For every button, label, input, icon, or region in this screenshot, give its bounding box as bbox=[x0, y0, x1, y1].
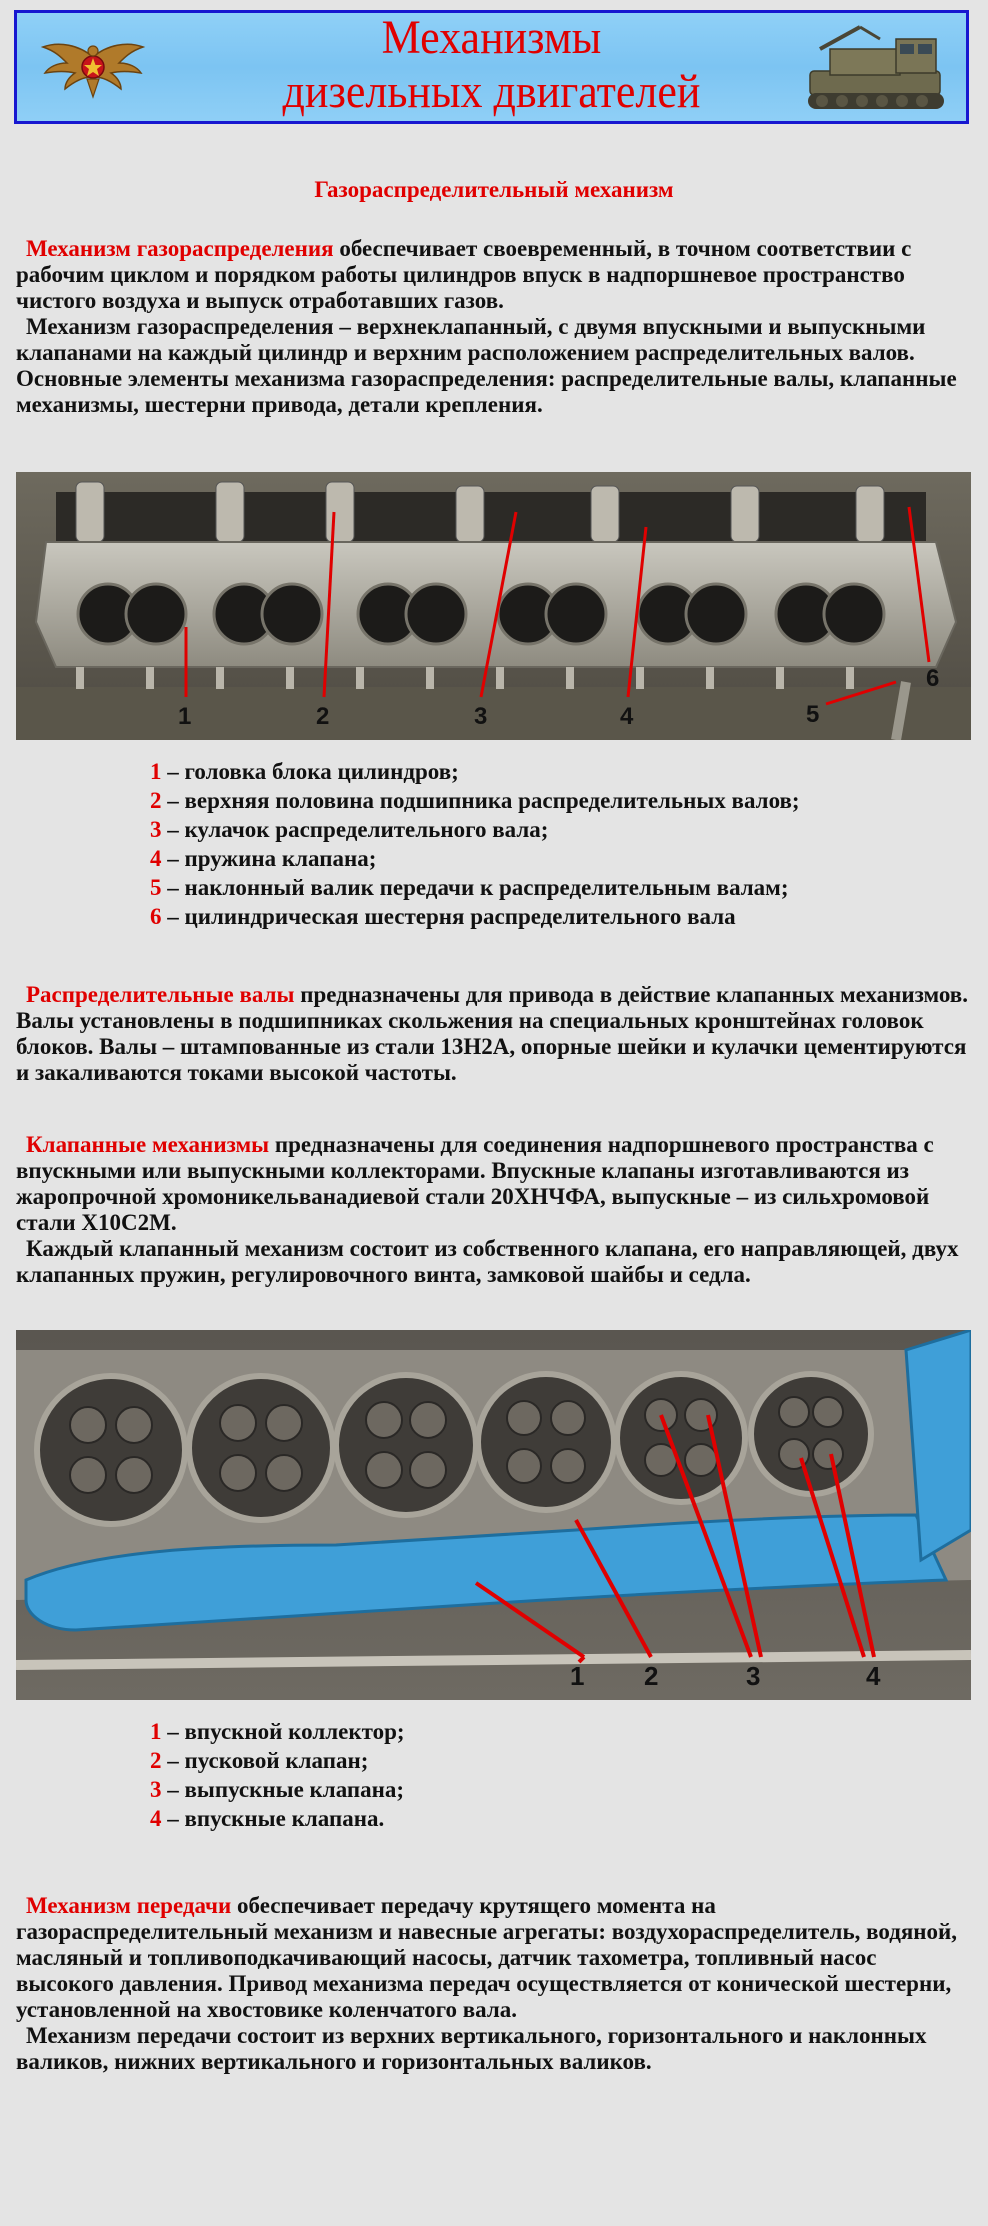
legend-2-item: 3 – выпускные клапана; bbox=[150, 1777, 405, 1802]
photo2-callout-3: 3 bbox=[746, 1661, 761, 1691]
header-banner bbox=[14, 10, 969, 124]
valves-text bbox=[16, 1132, 968, 1288]
photo1-callout-1: 1 bbox=[178, 703, 192, 730]
legend-2-item: 1 – впускной коллектор; bbox=[150, 1719, 405, 1744]
legend-1-item: 1 – головка блока цилиндров; bbox=[150, 759, 459, 784]
valves-paragraph-1: Клапанные механизмы предназначены для соединения надпоршневого пространства с впускными или выпускными коллекторами. Впускные клапаны изготавливаются из жаропрочной хромоникельванадиевой стали 20ХНЧФА, выпускные – из сильхромовой стали Х10С2М. bbox=[16, 1132, 934, 1235]
photo1-callout-3: 3 bbox=[474, 703, 488, 730]
intro-text bbox=[16, 236, 968, 418]
legend-2 bbox=[150, 1717, 950, 1833]
photo1-callout-5: 5 bbox=[806, 701, 820, 728]
intro-paragraph-1 bbox=[16, 236, 968, 314]
legend-2-item: 4 – впускные клапана. bbox=[150, 1806, 385, 1831]
transmission-text bbox=[16, 1893, 968, 2075]
photo1-callout-6: 6 bbox=[926, 665, 940, 692]
camshafts-paragraph: Распределительные валы предназначены для привода в действие клапанных механизмов. Валы установлены в подшипниках скольжения на специальных кронштейнах головок блоков. Валы – штампованные из стали 13Н2А, опорные шейки и кулачки цементируются и закаливаются токами высокой частоты. bbox=[16, 982, 968, 1085]
legend-1-item: 5 – наклонный валик передачи к распределительным валам; bbox=[150, 875, 789, 900]
valves-illustration bbox=[16, 1330, 971, 1700]
photo2-callout-4: 4 bbox=[866, 1661, 881, 1691]
transmission-paragraph-2: Механизм передачи состоит из верхних вертикального, горизонтального и наклонных валиков, нижних вертикального и горизонтальных валиков. bbox=[16, 2023, 927, 2074]
transmission-paragraph-1: Механизм передачи обеспечивает передачу крутящего момента на газораспределительный механизм и навесные агрегаты: воздухораспределитель, водяной, масляный и топливоподкачивающий насосы, датчик тахометра, топливный насос высокого давления. Привод механизма передач осуществляется от конической шестерни, установленной на хвостовике коленчатого вала. bbox=[16, 1893, 958, 2022]
military-vehicle-icon bbox=[800, 19, 950, 119]
transmission-highlight: Механизм передачи bbox=[26, 1893, 232, 1918]
valves-highlight: Клапанные механизмы bbox=[26, 1132, 270, 1157]
legend-2-item: 2 – пусковой клапан; bbox=[150, 1748, 369, 1773]
intro-highlight: Механизм газораспределения bbox=[26, 236, 334, 261]
legend-1-item: 6 – цилиндрическая шестерня распределительного вала bbox=[150, 904, 736, 929]
legend-1-item: 4 – пружина клапана; bbox=[150, 846, 377, 871]
intro-text-1: обеспечивает своевременный, в точном соответствии с рабочим циклом и порядком работы цилиндров впуск в надпоршневое пространство чистого воздуха и выпуск отработавших газов. bbox=[16, 236, 912, 313]
title-line-1: Механизмы bbox=[381, 10, 602, 64]
photo2-callout-2: 2 bbox=[644, 1661, 659, 1691]
camshafts-highlight: Распределительные валы bbox=[26, 982, 295, 1007]
legend-1-item: 3 – кулачок распределительного вала; bbox=[150, 817, 549, 842]
intro-paragraph-2: Механизм газораспределения – верхнеклапанный, с двумя впускными и выпускными клапанами на каждый цилиндр и верхним расположением распределительных валов. Основные элементы механизма газораспределения: распределительные валы, клапанные механизмы, шестерни привода, детали крепления. bbox=[16, 314, 957, 417]
cylinder-head-photo bbox=[16, 472, 971, 740]
cylinder-head-illustration bbox=[16, 472, 971, 740]
valves-photo bbox=[16, 1330, 971, 1700]
photo2-callout-1: 1 bbox=[570, 1661, 585, 1691]
section-title: Газораспределительный механизм bbox=[314, 177, 674, 202]
photo1-callout-2: 2 bbox=[316, 703, 330, 730]
camshafts-text bbox=[16, 982, 968, 1086]
legend-1 bbox=[150, 757, 950, 931]
valves-paragraph-2: Каждый клапанный механизм состоит из собственного клапана, его направляющей, двух клапанных пружин, регулировочного винта, замковой шайбы и седла. bbox=[16, 1236, 959, 1287]
title-line-2: дизельных двигателей bbox=[282, 65, 701, 118]
photo1-callout-4: 4 bbox=[620, 703, 634, 730]
legend-1-item: 2 – верхняя половина подшипника распределительных валов; bbox=[150, 788, 800, 813]
